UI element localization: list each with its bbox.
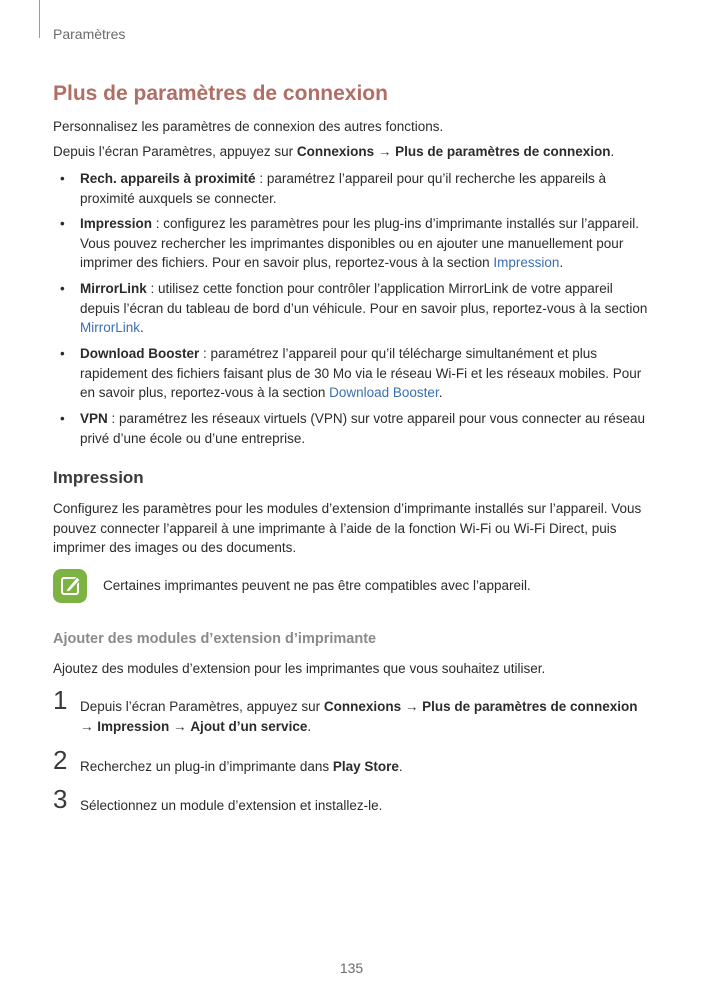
step-2: 2 Recherchez un plug-in d’imprimante dans Play Store. xyxy=(53,745,403,775)
bullet-impression: • Impression : configurez les paramètres pour les plug-ins d’imprimante installés sur l’appareil. Vous pouvez rechercher les imprimantes disponibles ou en ajouter une manuellement pour imprimer des fichiers. Pour en savoir plus, reportez-vous à la section Impression. xyxy=(60,216,640,270)
path-item-connexions: Connexions xyxy=(296,144,375,159)
bullet-term: Impression xyxy=(80,216,153,231)
bullet-download-booster: • Download Booster : paramétrez l’appareil pour qu’il télécharge simultanément et plus rapidement des fichiers faisant plus de 30 Mo via le réseau Wi-Fi et les réseaux mobiles. Pour en savoir plus, reportez-vous à la section Download Booster. xyxy=(60,346,642,400)
section-heading-impression: Impression xyxy=(53,468,144,487)
step-1: 1 Depuis l’écran Paramètres, appuyez sur Connexions → Plus de paramètres de connexion → Impression → Ajout d’un service. xyxy=(53,685,638,734)
settings-path-line: Depuis l’écran Paramètres, appuyez sur Connexions → Plus de paramètres de connexion. xyxy=(53,144,615,159)
step-number: 1 xyxy=(53,685,68,715)
link-impression[interactable]: Impression xyxy=(493,255,560,270)
header-rule xyxy=(39,0,40,38)
bullet-term: MirrorLink xyxy=(80,281,147,296)
step-number: 2 xyxy=(53,745,68,775)
step-3: 3 Sélectionnez un module d’extension et installez-le. xyxy=(53,784,383,814)
path-arrow: → xyxy=(374,144,396,159)
intro-paragraph: Personnalisez les paramètres de connexion des autres fonctions. xyxy=(53,119,444,134)
subsection-heading-plugins: Ajouter des modules d’extension d’imprimante xyxy=(53,631,377,647)
step-number: 3 xyxy=(53,784,68,814)
note-text: Certaines imprimantes peuvent ne pas être compatibles avec l’appareil. xyxy=(103,578,531,593)
bullet-rech-appareils: • Rech. appareils à proximité : paramétrez l’appareil pour qu’il recherche les appareils à proximité auxquels se connecter. xyxy=(60,171,607,206)
bullet-term: VPN xyxy=(80,411,108,426)
bullet-term: Rech. appareils à proximité xyxy=(80,171,256,186)
path-item-plus-parametres: Plus de paramètres de connexion xyxy=(395,144,611,159)
bullet-term: Download Booster xyxy=(80,346,200,361)
path-prefix: Depuis l’écran Paramètres, appuyez sur xyxy=(53,144,297,159)
link-mirrorlink[interactable]: MirrorLink xyxy=(80,320,141,335)
page-number: 135 xyxy=(339,960,364,976)
impression-body: Configurez les paramètres pour les modules d’extension d’imprimante installés sur l’appareil. Vous pouvez connecter l’appareil à une imprimante à l’aide de la fonction Wi-Fi ou Wi-Fi Direct, puis imprimer des images ou des documents. xyxy=(53,501,642,555)
link-download-booster[interactable]: Download Booster xyxy=(329,385,439,400)
note-pencil-icon xyxy=(53,569,87,603)
bullet-mirrorlink: • MirrorLink : utilisez cette fonction pour contrôler l’application MirrorLink de votre appareil depuis l’écran du tableau de bord d’un véhicule. Pour en savoir plus, reportez-vous à la section MirrorLink. xyxy=(60,281,648,335)
page-title: Plus de paramètres de connexion xyxy=(53,82,388,105)
running-header: Paramètres xyxy=(53,26,126,42)
plugins-intro: Ajoutez des modules d’extension pour les imprimantes que vous souhaitez utiliser. xyxy=(53,661,546,676)
bullet-vpn: • VPN : paramétrez les réseaux virtuels (VPN) sur votre appareil pour vous connecter au réseau privé d’une école ou d’une entreprise. xyxy=(60,411,646,446)
